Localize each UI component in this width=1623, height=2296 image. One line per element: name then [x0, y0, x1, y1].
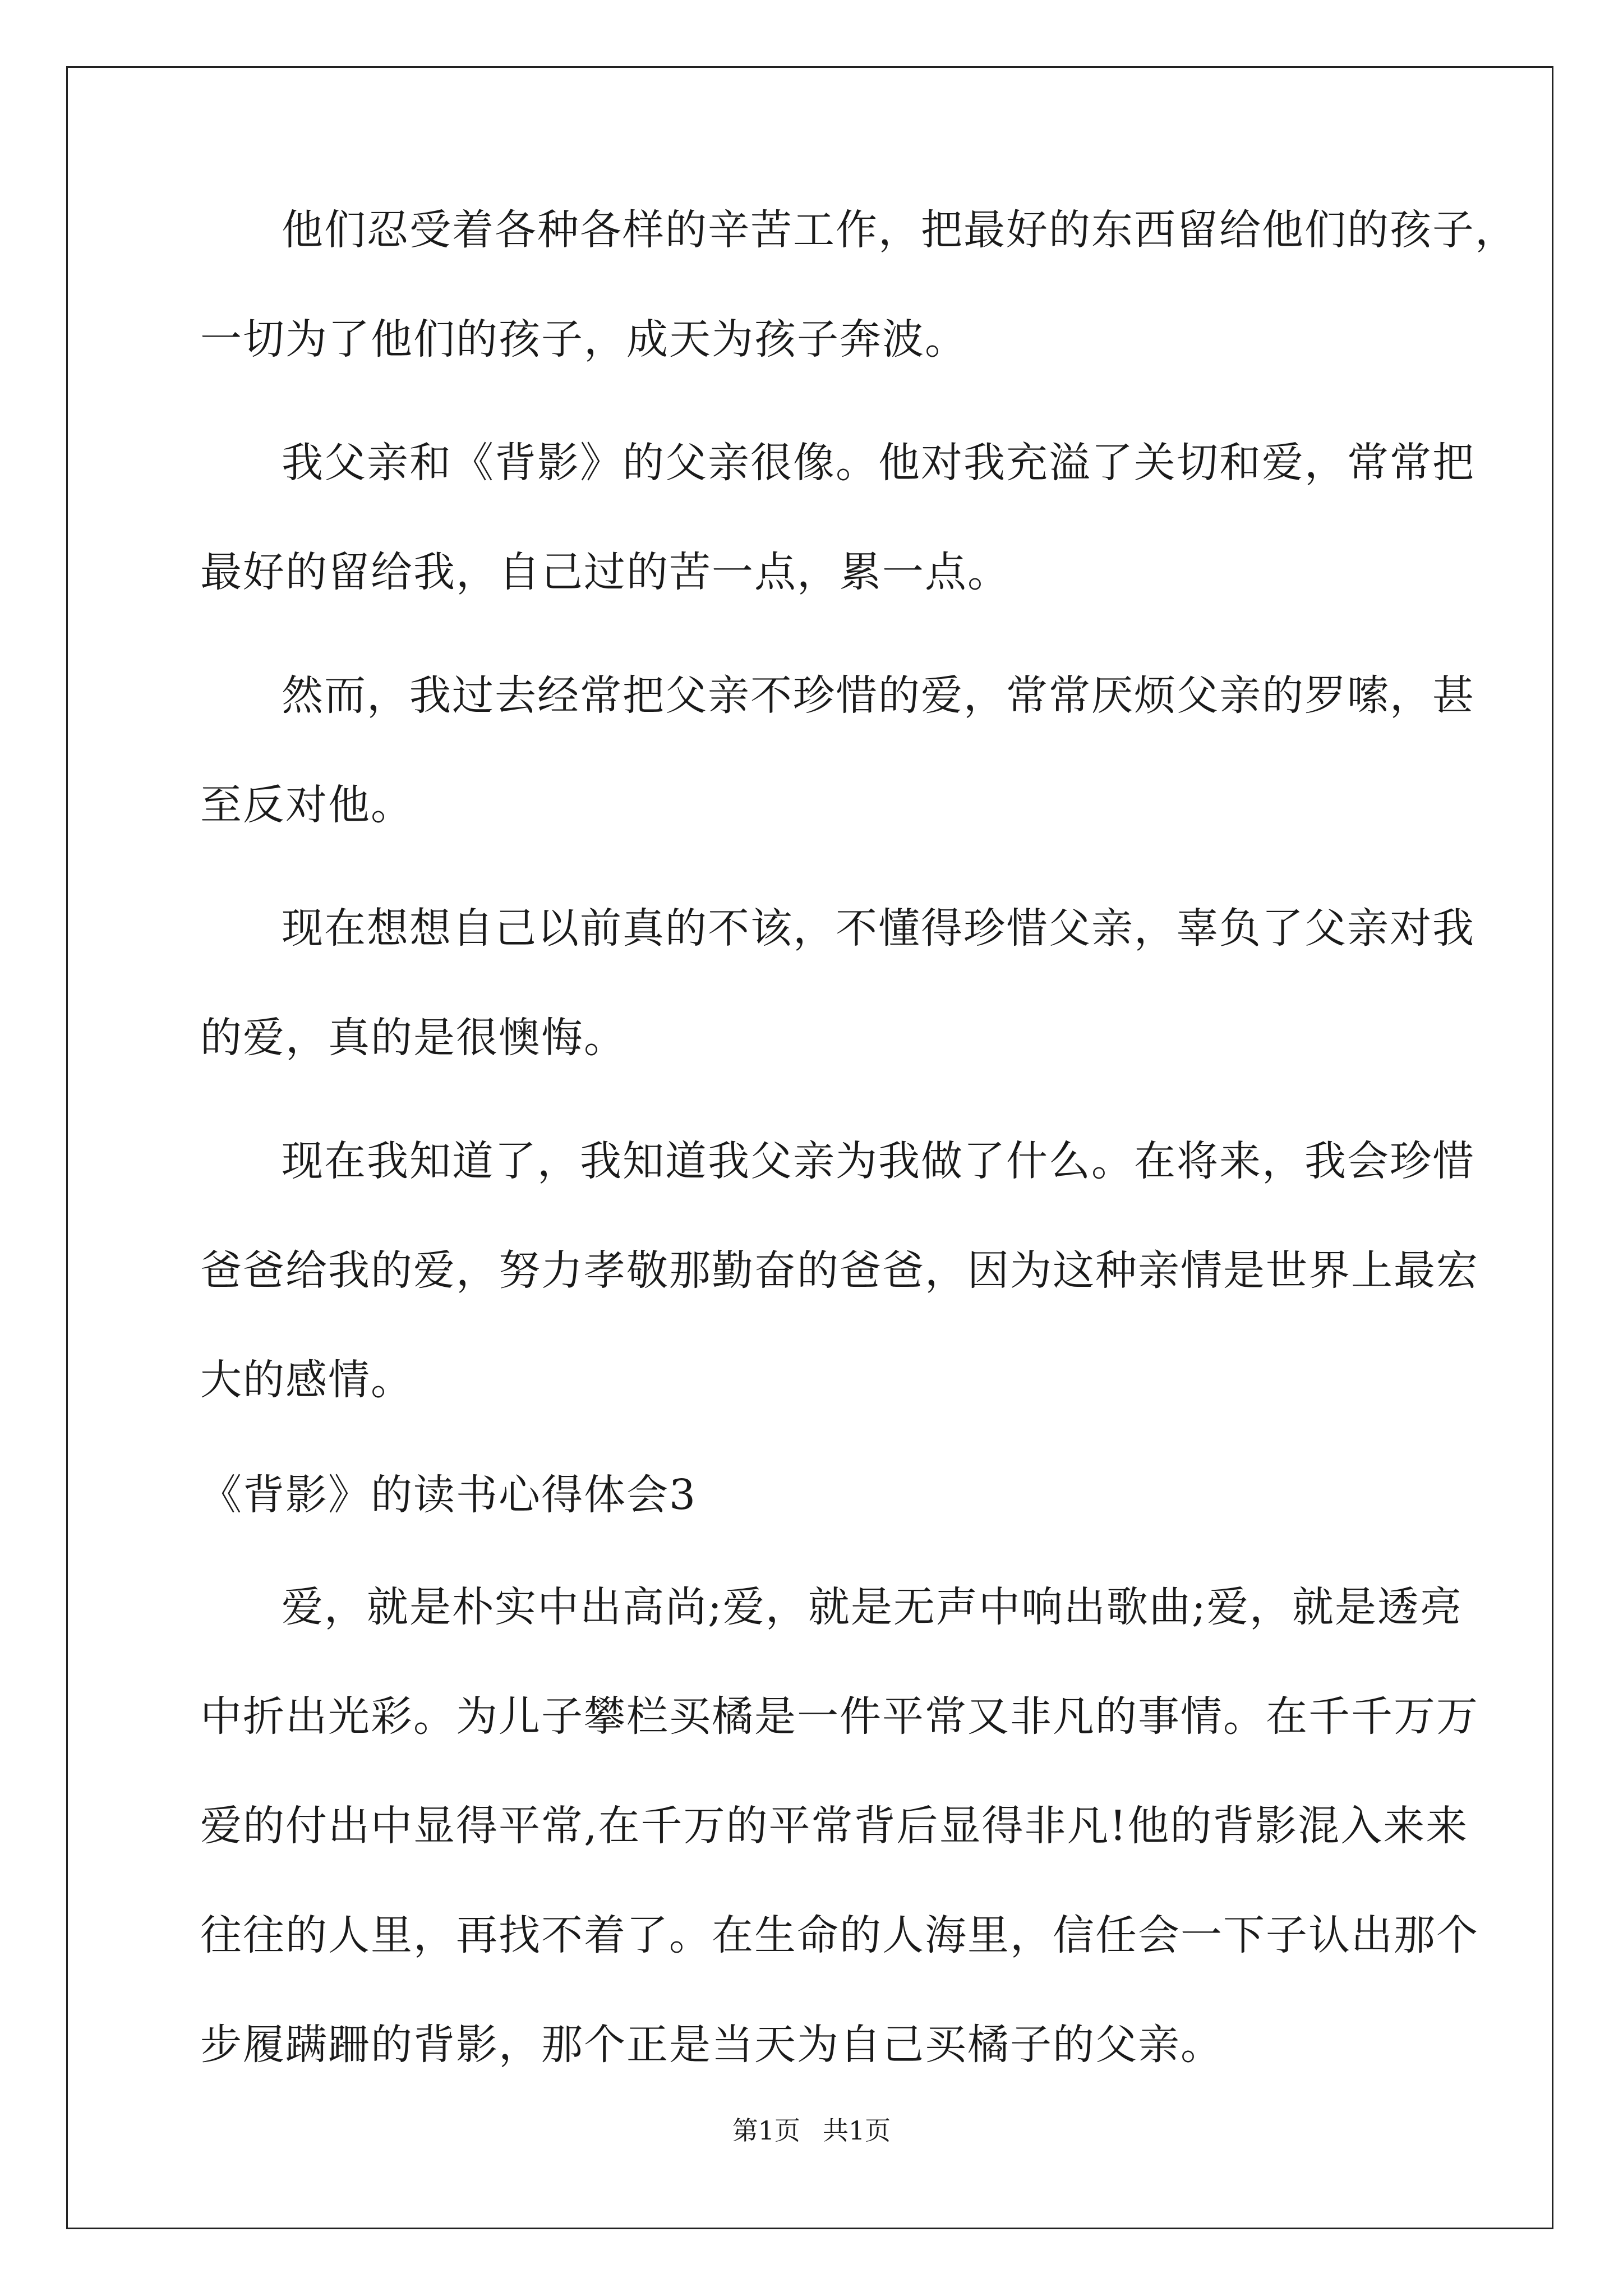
paragraph-3-line-2: 至反对他。 [200, 781, 413, 829]
paragraph-4-line-1: 现在想想自己以前真的不该，不懂得珍惜父亲，辜负了父亲对我 [282, 904, 1475, 953]
section-paragraph-line-3: 爱的付出中显得平常,在千万的平常背后显得非凡!他的背影混入来来 [200, 1802, 1469, 1850]
page-total: 共1页 [823, 2115, 891, 2146]
page-number: 第1页 [732, 2115, 800, 2146]
paragraph-2-line-1: 我父亲和《背影》的父亲很像。他对我充溢了关切和爱，常常把 [282, 439, 1475, 487]
section-heading: 《背影》的读书心得体会3 [200, 1471, 697, 1519]
paragraph-4-line-2: 的爱，真的是很懊悔。 [200, 1014, 626, 1062]
paragraph-5-line-2: 爸爸给我的爱，努力孝敬那勤奋的爸爸，因为这种亲情是世界上最宏 [200, 1246, 1479, 1295]
paragraph-5-line-1: 现在我知道了，我知道我父亲为我做了什么。在将来，我会珍惜 [282, 1137, 1475, 1185]
paragraph-1-line-2: 一切为了他们的孩子，成天为孩子奔波。 [200, 315, 967, 364]
paragraph-2-line-2: 最好的留给我，自己过的苦一点，累一点。 [200, 548, 1010, 596]
section-paragraph-line-1: 爱，就是朴实中出高尚;爱，就是无声中响出歌曲;爱，就是透亮 [282, 1583, 1463, 1631]
paragraph-3-line-1: 然而，我过去经常把父亲不珍惜的爱，常常厌烦父亲的罗嗦，甚 [282, 671, 1475, 720]
page-footer [0, 2114, 1623, 2147]
section-paragraph-line-4: 往往的人里，再找不着了。在生命的人海里，信任会一下子认出那个 [200, 1911, 1479, 1959]
section-paragraph-line-2: 中折出光彩。为儿子攀栏买橘是一件平常又非凡的事情。在千千万万 [200, 1692, 1479, 1741]
paragraph-1-line-1: 他们忍受着各种各样的辛苦工作，把最好的东西留给他们的孩子， [282, 206, 1518, 254]
section-paragraph-line-5: 步履蹒跚的背影，那个正是当天为自己买橘子的父亲。 [200, 2021, 1223, 2069]
paragraph-5-line-3: 大的感情。 [200, 1356, 413, 1404]
